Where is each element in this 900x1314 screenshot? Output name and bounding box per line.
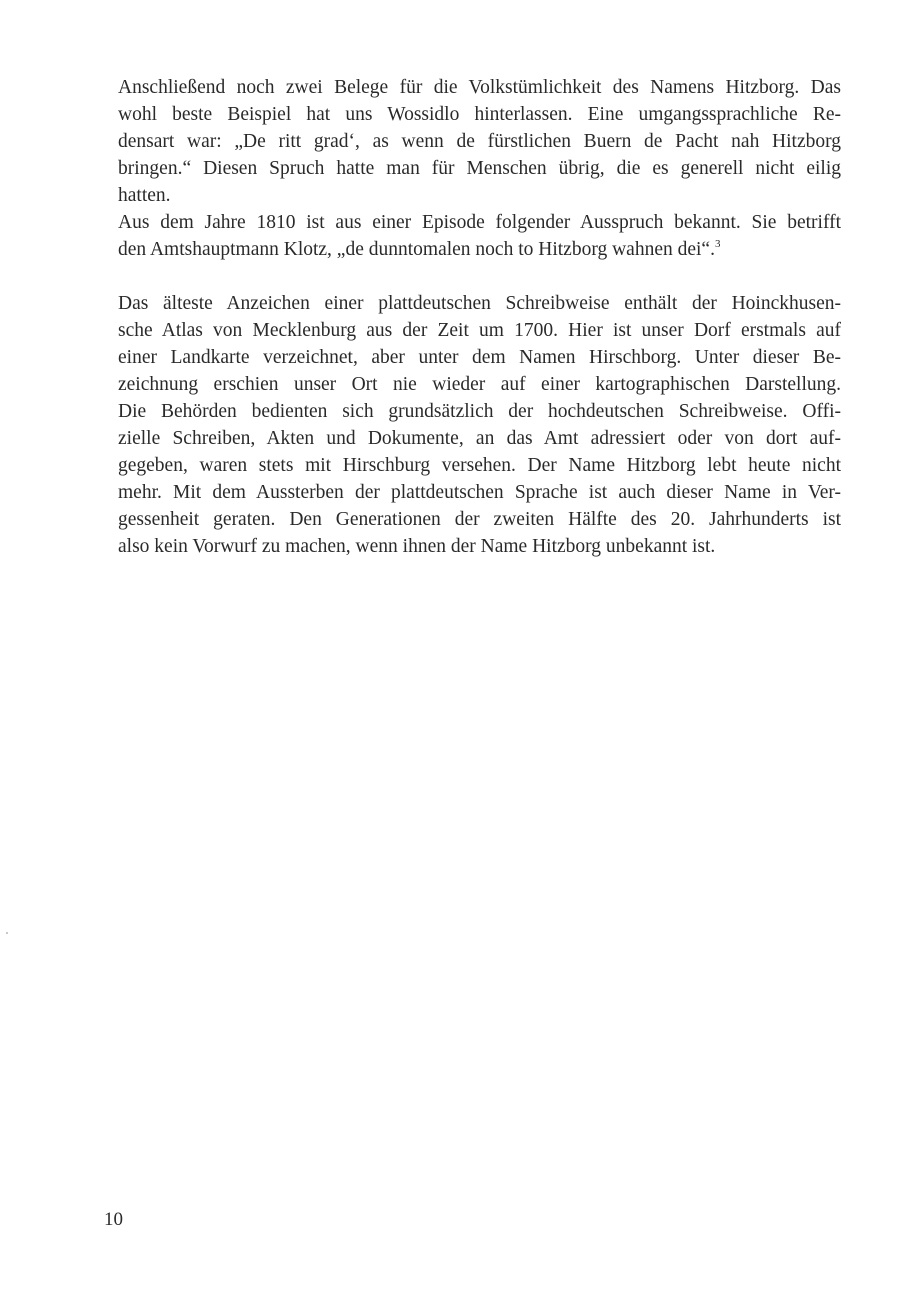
text-line: zeichnung erschien unser Ort nie wieder auf einer kartographischen Darstellung.	[118, 374, 841, 395]
paragraph-schreibweise	[118, 290, 841, 560]
text-line: bringen.“ Diesen Spruch hatte man für Menschen übrig, die es generell nicht eilig	[118, 158, 841, 179]
text-line: densart war: „De ritt grad‘, as wenn de fürstlichen Buern de Pacht nah Hitzborg	[118, 131, 841, 152]
text-line: Das älteste Anzeichen einer plattdeutschen Schreibweise enthält der Hoinckhusen-	[118, 293, 841, 314]
text-line: zielle Schreiben, Akten und Dokumente, an das Amt adressiert oder von dort auf-	[118, 428, 841, 449]
text-line: hatten.	[118, 185, 171, 206]
text-line: wohl beste Beispiel hat uns Wossidlo hinterlassen. Eine umgangssprachliche Re-	[118, 104, 841, 125]
text-line: Die Behörden bedienten sich grundsätzlich der hochdeutschen Schreibweise. Offi-	[118, 401, 841, 422]
paragraph-hitzborg-belege	[118, 74, 841, 209]
paragraph-gap	[118, 263, 841, 290]
text-line-content: den Amtshauptmann Klotz, „de dunntomalen noch to Hitzborg wahnen dei“.	[118, 239, 715, 260]
text-line: gessenheit geraten. Den Generationen der zweiten Hälfte des 20. Jahrhunderts ist	[118, 509, 841, 530]
scan-speck	[6, 932, 8, 934]
text-line: also kein Vorwurf zu machen, wenn ihnen der Name Hitzborg unbekannt ist.	[118, 536, 716, 557]
footnote-reference: 3	[714, 238, 721, 250]
text-line: Anschließend noch zwei Belege für die Volkstümlichkeit des Namens Hitzborg. Das	[118, 77, 841, 98]
paragraph-ausspruch-1810	[118, 209, 841, 263]
text-line: gegeben, waren stets mit Hirschburg versehen. Der Name Hitzborg lebt heute nicht	[118, 455, 841, 476]
text-line	[118, 236, 841, 263]
page-number: 10	[104, 1209, 123, 1230]
text-line: mehr. Mit dem Aussterben der plattdeutschen Sprache ist auch dieser Name in Ver-	[118, 482, 841, 503]
body-text	[118, 74, 841, 560]
text-line: sche Atlas von Mecklenburg aus der Zeit um 1700. Hier ist unser Dorf erstmals auf	[118, 320, 841, 341]
text-line: einer Landkarte verzeichnet, aber unter dem Namen Hirschborg. Unter dieser Be-	[118, 347, 841, 368]
text-line: Aus dem Jahre 1810 ist aus einer Episode folgender Ausspruch bekannt. Sie betrifft	[118, 212, 841, 233]
